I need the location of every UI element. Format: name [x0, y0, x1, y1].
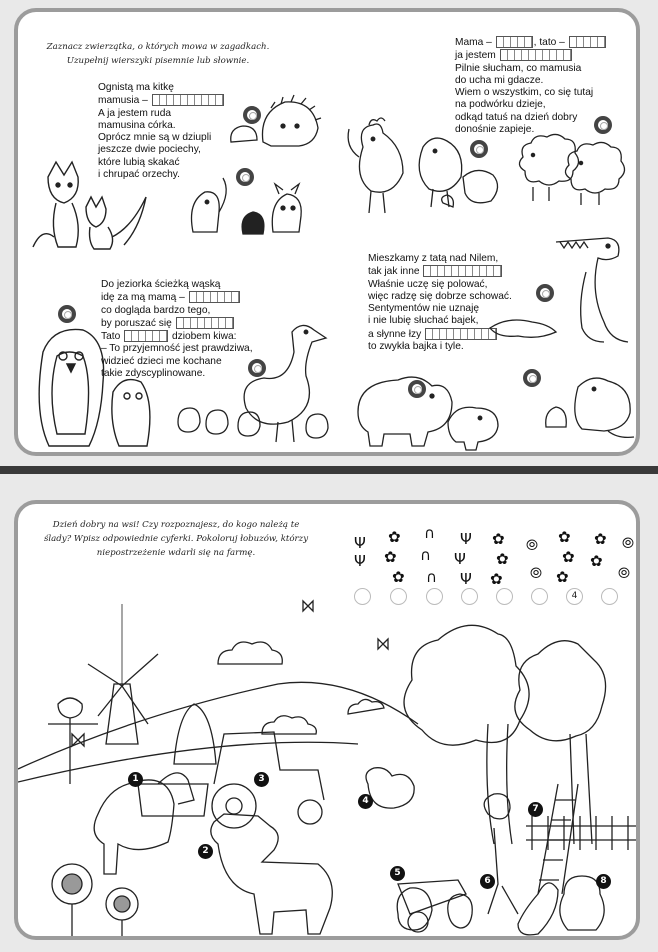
page-divider	[0, 466, 658, 474]
hen-family-illustration[interactable]	[343, 117, 508, 222]
cloven-hoof-icon: ⦾	[530, 564, 543, 582]
animal-number-badge: 1	[128, 772, 143, 787]
bird-foot-icon: Ψ	[460, 530, 472, 548]
paw-print-icon: ✿	[590, 552, 603, 570]
cloven-hoof-icon: ⦾	[618, 564, 631, 582]
answer-boxes[interactable]	[152, 94, 224, 106]
animal-number-badge: 5	[390, 866, 405, 881]
answer-boxes[interactable]	[569, 36, 606, 48]
answer-boxes[interactable]	[500, 49, 572, 61]
instruction-line-2: Uzupełnij wierszyki pisemnie lub słownie.	[66, 56, 250, 66]
bird-foot-icon: Ψ	[460, 570, 472, 588]
answer-boxes[interactable]	[496, 36, 533, 48]
paw-print-icon: ✿	[492, 530, 505, 548]
instruction-line-3: niepostrzeżenie wdarli się na farmę.	[96, 548, 256, 558]
riddle-duck: Do jeziorka ścieżką wąską idę za mą mamą – co dogląda bardzo tego, by poruszać się Tato dziobem kiwa: – To przyjemność jest prawdziwa, widzieć dzieci me kochane takie zdyscyplinowane.	[101, 279, 253, 380]
worksheet-page-farm	[14, 500, 640, 940]
beaver-family-illustration[interactable]	[538, 367, 638, 442]
horseshoe-icon: ∩	[420, 546, 431, 564]
riddle-hippo: Mieszkamy z tatą nad Nilem, tak jak inne Właśnie uczę się polować, więc radzę się dobrze schować. Sentymentów nie uznaję i nie lubię słuchać bajek, a słynne łzy to zwykła bajka i tyle.	[368, 253, 512, 353]
hedgehog-illustration[interactable]	[223, 92, 323, 152]
paw-print-icon: ✿	[392, 568, 405, 586]
horseshoe-icon: ∩	[424, 524, 435, 542]
penguin-family-illustration[interactable]	[23, 322, 168, 452]
paw-print-icon: ✿	[558, 528, 571, 546]
instruction-text	[36, 518, 316, 560]
bird-foot-icon: Ψ	[354, 534, 366, 552]
answer-boxes[interactable]	[423, 265, 502, 277]
selection-ring-icon[interactable]	[58, 305, 76, 323]
instruction-line-1: Zaznacz zwierzątka, o których mowa w zagadkach.	[46, 42, 270, 52]
paw-print-icon: ✿	[490, 570, 503, 588]
horseshoe-icon: ∩	[426, 568, 437, 586]
cloven-hoof-icon: ⦾	[622, 534, 635, 552]
squirrel-family-illustration[interactable]	[183, 172, 318, 242]
answer-boxes[interactable]	[189, 291, 240, 303]
animal-number-badge: 8	[596, 874, 611, 889]
instruction-text	[28, 40, 288, 68]
riddle-hen: Mama – , tato – ja jestem Pilnie słucham, co mamusia do ucha mi gdacze. Wiem o wszystkim, co się tutaj na podwórku dzieje, odkąd tatuś na dzień dobry donośnie zapieje.	[455, 36, 607, 136]
instruction-line-2: ślady? Wpisz odpowiednie cyferki. Pokoloruj łobuzów, którzy	[43, 534, 309, 544]
baby-crocodile-illustration[interactable]	[488, 312, 558, 342]
answer-circle-7[interactable]: 4	[566, 588, 583, 605]
fox-family-illustration[interactable]	[28, 157, 158, 257]
instruction-line-1: Dzień dobry na wsi! Czy rozpoznajesz, do kogo należą te	[52, 520, 300, 530]
answer-boxes[interactable]	[425, 328, 497, 340]
animal-number-badge: 2	[198, 844, 213, 859]
paw-print-icon: ✿	[556, 568, 569, 586]
crocodile-illustration[interactable]	[548, 232, 638, 352]
farm-scene-illustration	[18, 594, 638, 939]
worksheet-page-riddles	[14, 8, 640, 456]
bird-foot-icon: Ψ	[454, 550, 466, 568]
cloven-hoof-icon: ⦾	[526, 536, 539, 554]
paw-print-icon: ✿	[384, 548, 397, 566]
animal-number-badge: 7	[528, 802, 543, 817]
paw-print-icon: ✿	[388, 528, 401, 546]
animal-number-badge: 4	[358, 794, 373, 809]
bird-foot-icon: Ψ	[354, 552, 366, 570]
paw-print-icon: ✿	[562, 548, 575, 566]
goose-ducklings-illustration[interactable]	[168, 312, 338, 452]
sheep-family-illustration[interactable]	[503, 127, 638, 207]
hippo-family-illustration[interactable]	[348, 362, 518, 452]
animal-number-badge: 3	[254, 772, 269, 787]
paw-print-icon: ✿	[594, 530, 607, 548]
paw-print-icon: ✿	[496, 550, 509, 568]
animal-number-badge: 6	[480, 874, 495, 889]
riddle-fox: Ognistą ma kitkę mamusia – A ja jestem ruda mamusina córka. Oprócz mnie są w dziupli jeszcze dwie pociechy, które lubią skakać i chrupać orzechy.	[98, 82, 225, 181]
